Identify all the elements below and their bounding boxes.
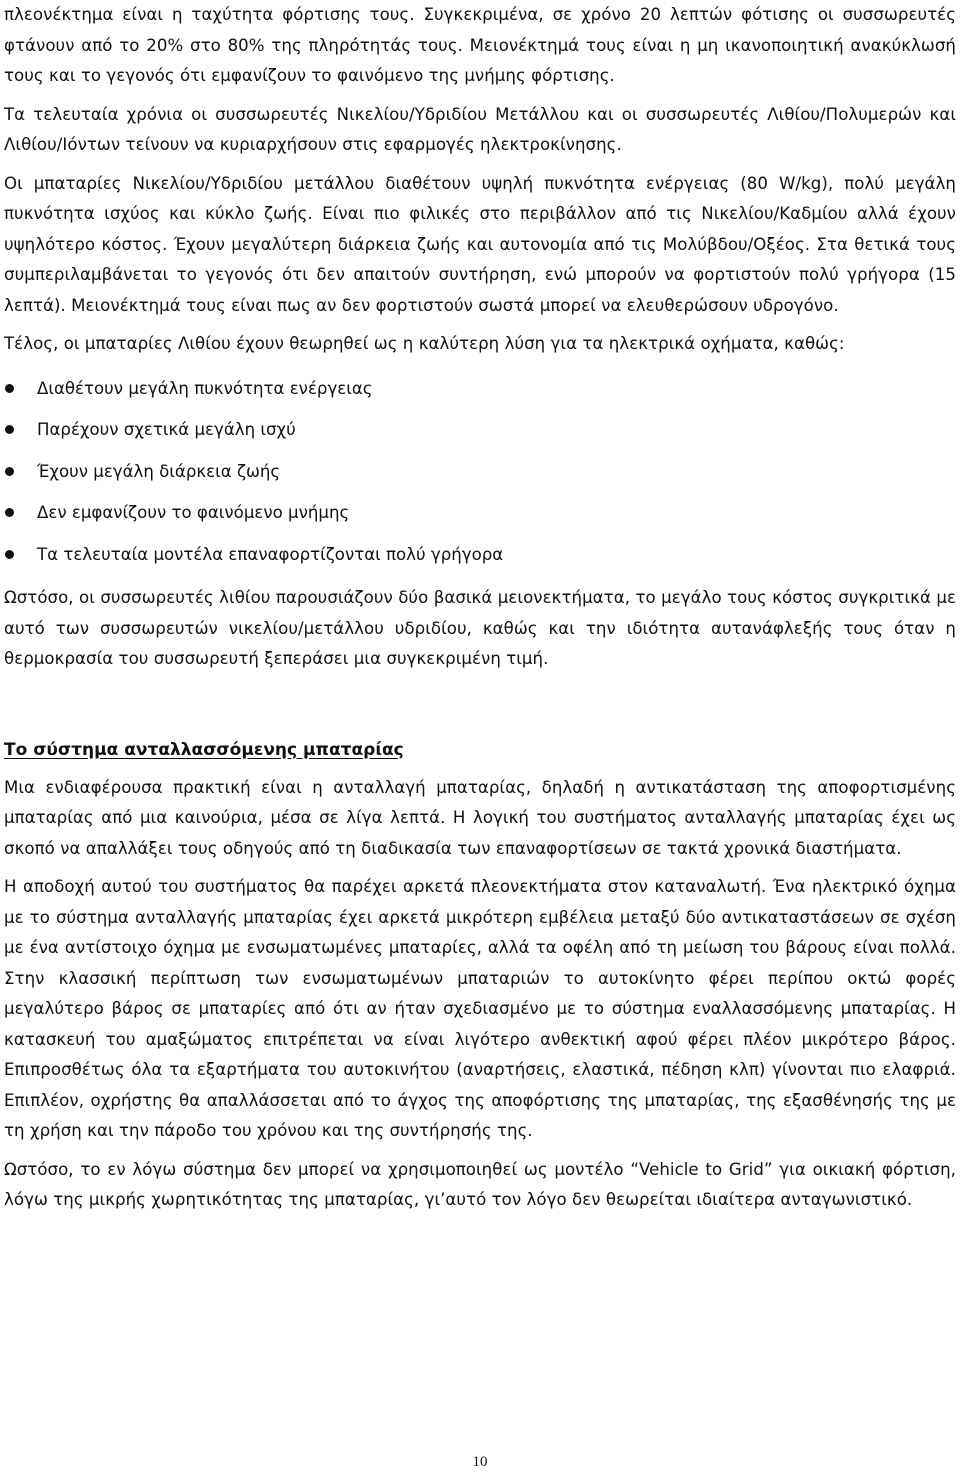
list-item bbox=[4, 451, 956, 493]
page-number: 10 bbox=[472, 1454, 488, 1470]
paragraph: Τέλος, οι μπαταρίες Λιθίου έχουν θεωρηθεί ως η καλύτερη λύση για τα ηλεκτρικά οχήματα, καθώς: bbox=[4, 334, 845, 353]
bullet-icon bbox=[5, 384, 14, 393]
bullet-icon bbox=[5, 425, 14, 434]
list-item bbox=[4, 409, 956, 451]
bullet-icon bbox=[5, 508, 14, 517]
list-item-text: Δεν εμφανίζουν το φαινόμενο μνήμης bbox=[37, 503, 350, 522]
section-heading bbox=[4, 735, 956, 765]
paragraph: Ωστόσο, το εν λόγω σύστημα δεν μπορεί να χρησιμοποιηθεί ως μοντέλο “Vehicle to Grid” για οικιακή φόρτιση, λόγω της μικρής χωρητικότητας της μπαταρίας, γι’αυτό τον λόγο δεν θεωρείται ιδιαίτερα ανταγωνιστικό. bbox=[4, 1159, 956, 1209]
page-content bbox=[4, 0, 956, 1216]
list-item bbox=[4, 492, 956, 534]
list-item-text: Διαθέτουν μεγάλη πυκνότητα ενέργειας bbox=[37, 378, 373, 398]
paragraph: Μια ενδιαφέρουσα πρακτική είναι η ανταλλαγή μπαταρίας, δηλαδή η αντικατάσταση της αποφορτισμένης μπαταρίας από μια καινούρια, μέσα σε λίγα λεπτά. Η λογική του συστήματος ανταλλαγής μπαταρίας έχει ως σκοπό να απαλλάξει τους οδηγούς από τη διαδικασία των επαναφορτίσεων σε τακτά χρονικά διαστήματα. bbox=[4, 777, 956, 858]
list-item bbox=[4, 368, 956, 410]
list-item-text: Τα τελευταία μοντέλα επαναφορτίζονται πολύ γρήγορα bbox=[37, 544, 504, 564]
list-item bbox=[4, 534, 956, 576]
paragraph: Τα τελευταία χρόνια οι συσσωρευτές Νικελίου/Υδριδίου Μετάλλου και οι συσσωρευτές Λιθίου/Πολυμερών και Λιθίου/Ιόντων τείνουν να κυριαρχήσουν στις εφαρμογές ηλεκτροκίνησης. bbox=[4, 104, 956, 154]
paragraph: Ωστόσο, οι συσσωρευτές λιθίου παρουσιάζουν δύο βασικά μειονεκτήματα, το μεγάλο τους κόστος συγκριτικά με αυτό των συσσωρευτών νικελίου/μετάλλου υδριδίου, καθώς και την ιδιότητα αυτανάφλεξής τους όταν η θερμοκρασία του συσσωρευτή ξεπεράσει μια συγκεκριμένη τιμή. bbox=[4, 588, 956, 668]
bullet-icon bbox=[5, 467, 14, 476]
bullet-list bbox=[4, 368, 956, 576]
paragraph: Οι μπαταρίες Νικελίου/Υδριδίου μετάλλου διαθέτουν υψηλή πυκνότητα ενέργειας (80 W/kg), πολύ μεγάλη πυκνότητα ισχύος και κύκλο ζωής. Είναι πιο φιλικές στο περιβάλλον από τις Νικελίου/Καδμίου αλλά έχουν υψηλότερο κόστος. Έχουν μεγαλύτερη διάρκεια ζωής και αυτονομία από τις Μολύβδου/Οξέος. Στα θετικά τους συμπεριλαμβάνεται το γεγονός ότι δεν απαιτούν συντήρηση, ενώ μπορούν να φορτιστούν πολύ γρήγορα (15 λεπτά). Μειονέκτημά τους είναι πως αν δεν φορτιστούν σωστά μπορεί να ελευθερώσουν υδρογόνο. bbox=[4, 173, 956, 315]
paragraph: Η αποδοχή αυτού του συστήματος θα παρέχει αρκετά πλεονεκτήματα στον καταναλωτή. Ένα ηλεκτρικό όχημα με το σύστημα ανταλλαγής μπαταρίας έχει αρκετά μικρότερη εμβέλεια μεταξύ δύο αντικαταστάσεων σε σχέση με ένα αντίστοιχο όχημα με ενσωματωμένες μπαταρίες, αλλά τα οφέλη από τη μείωση του βάρους είναι πολλά. Στην κλασσική περίπτωση των ενσωματωμένων μπαταριών το αυτοκίνητο φέρει περίπου οκτώ φορές μεγαλύτερο βάρος σε μπαταρίες από ότι αν ήταν σχεδιασμένο με το σύστημα εναλλασσόμενης μπαταρίας. Η κατασκευή του αμαξώματος επιτρέπεται να είναι λιγότερο ανθεκτική αφού φέρει πλέον μικρότερο βάρος. Επιπροσθέτως όλα τα εξαρτήματα του αυτοκινήτου (αναρτήσεις, ελαστικά, πέδηση κλπ) γίνονται πιο ελαφριά. Επιπλέον, οχρήστης θα απαλλάσσεται από το άγχος της αποφόρτισης της μπαταρίας, της εξασθένησής της με τη χρήση και την πάροδο του χρόνου και της συντήρησής της. bbox=[4, 877, 956, 1140]
bullet-icon bbox=[5, 550, 14, 559]
section-heading-text: Το σύστημα ανταλλασσόμενης μπαταρίας bbox=[4, 739, 404, 760]
paragraph: πλεονέκτημα είναι η ταχύτητα φόρτισης τους. Συγκεκριμένα, σε χρόνο 20 λεπτών φότισης οι συσσωρευτές φτάνουν από το 20% στο 80% της πληρότητάς τους. Μειονέκτημά τους είναι η μη ικανοποιητική ανακύκλωσή τους και το γεγονός ότι εμφανίζουν το φαινόμενο της μνήμης φόρτισης. bbox=[4, 5, 956, 85]
list-item-text: Έχουν μεγάλη διάρκεια ζωής bbox=[37, 461, 281, 481]
list-item-text: Παρέχουν σχετικά μεγάλη ισχύ bbox=[37, 420, 296, 439]
